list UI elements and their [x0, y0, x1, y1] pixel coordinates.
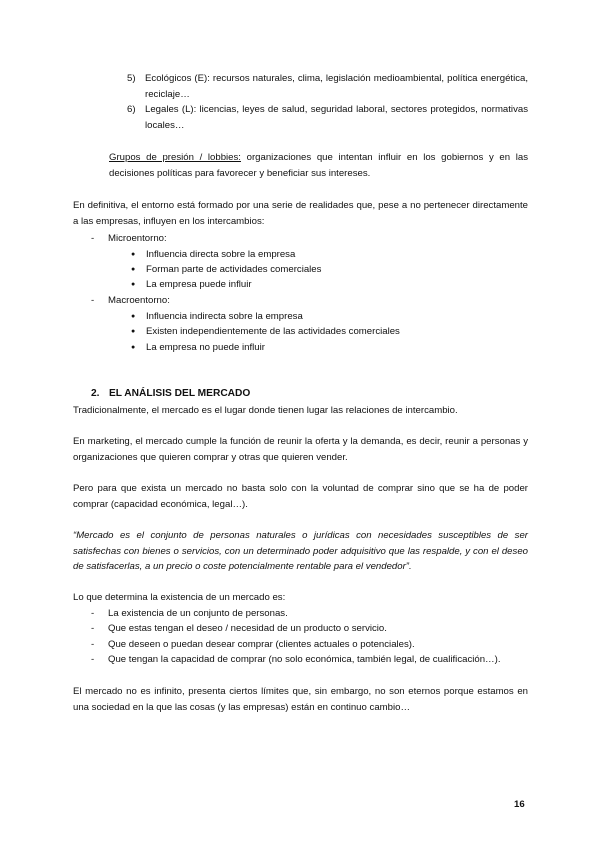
paragraph-capacity: Pero para que exista un mercado no basta solo con la voluntad de comprar sino que se ha de poder comprar (capacidad económica, legal…).: [73, 483, 528, 510]
requirement-item: [91, 606, 288, 622]
requirement-item: [91, 652, 501, 668]
definitive-paragraph: En definitiva, el entorno está formado por una serie de realidades que, pese a no pertenecer directamente a las empresas, influyen en los intercambios:: [73, 200, 528, 227]
pressure-groups-text: organizaciones que intentan influir en los gobiernos y en las decisiones políticas para favorecer y beneficiar sus intereses.: [109, 152, 528, 179]
requirement-text: Que tengan la capacidad de comprar (no solo económica, también legal, de cualificación…).: [108, 654, 501, 665]
definition-quote: “Mercado es el conjunto de personas naturales o jurídicas con necesidades susceptibles de ser satisfechas con bienes o servicios, con un determinado poder adquisitivo que las respalde, y con el deseo de satisfacerlas, a un precio o coste potencialmente rentable para el vendedor”.: [73, 530, 528, 572]
paragraph-marketing: En marketing, el mercado cumple la función de reunir la oferta y la demanda, es decir, reunir a personas y organizaciones que quieren comprar y otras que quieren vender.: [73, 436, 528, 463]
item-text: Legales (L): licencias, leyes de salud, seguridad laboral, sectores protegidos, normativas locales…: [145, 104, 528, 131]
bullet-text: Existen independientemente de las actividades comerciales: [146, 326, 400, 337]
macro-label: Macroentorno:: [108, 295, 170, 306]
macro-bullet: [131, 340, 265, 356]
dash-marker: -: [91, 623, 95, 634]
micro-bullet: [131, 262, 321, 278]
bullet-text: La empresa no puede influir: [146, 342, 265, 353]
pressure-groups-label: Grupos de presión / lobbies:: [109, 152, 241, 163]
section-number: 2.: [91, 388, 100, 399]
numbered-item-6: [127, 102, 528, 133]
bullet-text: La empresa puede influir: [146, 279, 252, 290]
page-number: 16: [514, 799, 525, 810]
macro-bullet: [131, 324, 400, 340]
micro-bullet: [131, 247, 295, 263]
bullet-icon: ●: [131, 344, 136, 351]
bullet-icon: ●: [131, 266, 136, 273]
item-number: 5): [127, 73, 136, 84]
item-number: 6): [127, 104, 136, 115]
requirement-item: [91, 637, 415, 653]
dash-marker: -: [91, 608, 95, 619]
bullet-icon: ●: [131, 313, 136, 320]
dash-marker: -: [91, 295, 95, 306]
dash-marker: -: [91, 654, 95, 665]
bullet-icon: ●: [131, 328, 136, 335]
paragraph-requirements-intro: Lo que determina la existencia de un mercado es:: [73, 592, 286, 603]
section-heading: [91, 386, 250, 402]
bullet-text: Forman parte de actividades comerciales: [146, 264, 322, 275]
dash-marker: -: [91, 639, 95, 650]
item-text: Ecológicos (E): recursos naturales, clima, legislación medioambiental, política energética, reciclaje…: [145, 73, 528, 100]
bullet-icon: ●: [131, 251, 136, 258]
micro-label: Microentorno:: [108, 233, 167, 244]
requirement-text: Que estas tengan el deseo / necesidad de un producto o servicio.: [108, 623, 387, 634]
bullet-icon: ●: [131, 281, 136, 288]
bullet-text: Influencia directa sobre la empresa: [146, 249, 296, 260]
micro-bullet: [131, 277, 252, 293]
requirement-item: [91, 621, 387, 637]
pressure-groups-paragraph: [109, 150, 528, 181]
paragraph-traditional: Tradicionalmente, el mercado es el lugar donde tienen lugar las relaciones de intercambio.: [73, 405, 458, 416]
numbered-item-5: [127, 71, 528, 102]
macro-bullet: [131, 309, 303, 325]
bullet-text: Influencia indirecta sobre la empresa: [146, 311, 303, 322]
requirement-text: La existencia de un conjunto de personas.: [108, 608, 288, 619]
requirement-text: Que deseen o puedan desear comprar (clientes actuales o potenciales).: [108, 639, 415, 650]
dash-marker: -: [91, 233, 95, 244]
section-title: EL ANÁLISIS DEL MERCADO: [109, 388, 251, 399]
closing-paragraph: El mercado no es infinito, presenta ciertos límites que, sin embargo, no son eternos porque estamos en una sociedad en la que las cosas (y las empresas) están en continuo cambio…: [73, 686, 528, 713]
macro-entry: [91, 293, 170, 309]
micro-entry: [91, 231, 167, 247]
